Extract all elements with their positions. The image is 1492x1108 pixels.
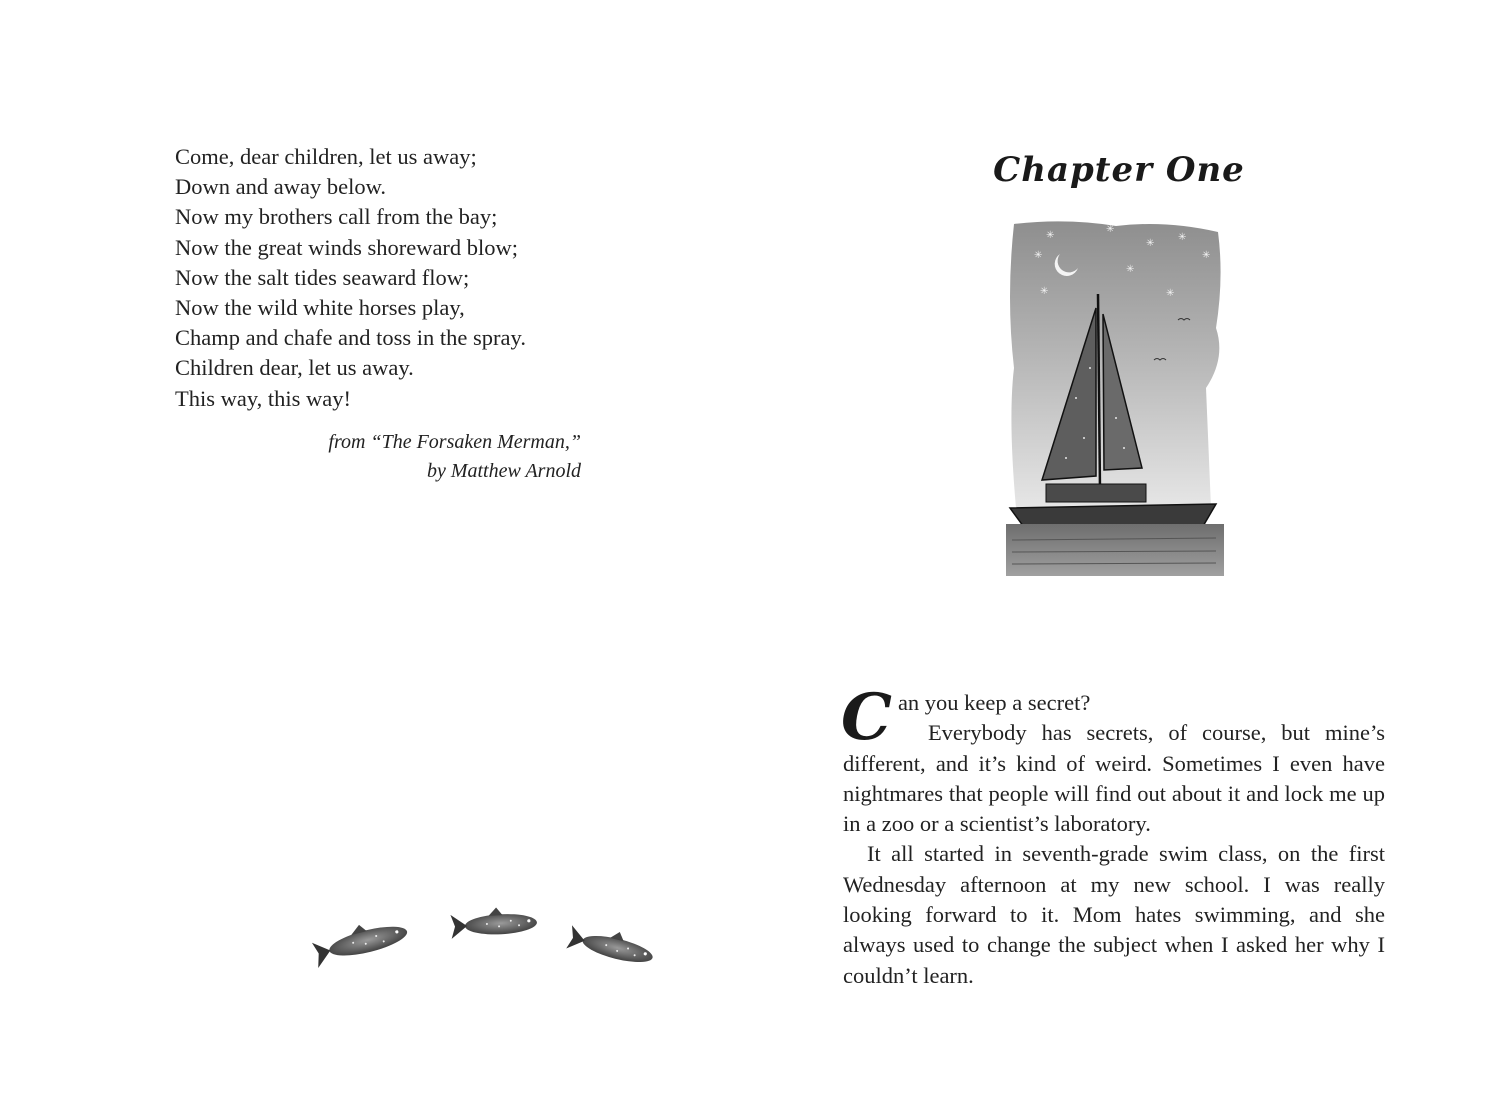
svg-text:✳: ✳ bbox=[1126, 264, 1135, 275]
fish-icon bbox=[310, 914, 410, 968]
attribution-source: from “The Forsaken Merman,” bbox=[328, 431, 581, 453]
poem-line: Children dear, let us away. bbox=[175, 355, 414, 381]
chapter-title: Chapter One bbox=[993, 150, 1245, 190]
poem-line: Now the salt tides seaward flow; bbox=[175, 264, 470, 290]
poem-line: Come, dear children, let us away; bbox=[175, 144, 477, 169]
svg-text:✳: ✳ bbox=[1040, 286, 1049, 297]
paragraph: It all started in seventh-grade swim class, on the first Wednesday afternoon at my new school. I was really looking forward to it. Mom hates swimming, and she always used to change the subject when I asked her why I couldn’t learn. bbox=[843, 841, 1385, 988]
svg-text:✳: ✳ bbox=[1178, 232, 1187, 243]
paragraph bbox=[841, 680, 1385, 839]
svg-text:✳: ✳ bbox=[1202, 250, 1211, 261]
opening-line: an you keep a secret? bbox=[897, 690, 1091, 715]
poem-line: Champ and chafe and toss in the spray. bbox=[175, 325, 526, 351]
poem-line: This way, this way! bbox=[175, 385, 352, 411]
svg-text:✳: ✳ bbox=[1146, 238, 1155, 249]
svg-text:✳: ✳ bbox=[1106, 224, 1115, 235]
svg-text:✳: ✳ bbox=[1166, 288, 1175, 299]
poem-attribution bbox=[328, 428, 581, 486]
fish-illustration bbox=[300, 895, 680, 995]
epigraph-poem bbox=[175, 142, 526, 414]
poem-line: Now the great winds shoreward blow; bbox=[175, 234, 519, 260]
attribution-author: by Matthew Arnold bbox=[426, 460, 581, 482]
svg-text:✳: ✳ bbox=[1034, 250, 1043, 261]
right-page bbox=[746, 0, 1492, 1108]
fish-icon bbox=[450, 905, 537, 938]
poem-line: Now my brothers call from the bay; bbox=[175, 204, 498, 230]
poem-line: Now the wild white horses play, bbox=[175, 295, 465, 321]
poem-line: Down and away below. bbox=[175, 174, 386, 200]
drop-cap: C bbox=[841, 680, 892, 755]
svg-text:✳: ✳ bbox=[1046, 230, 1055, 241]
paragraph-text: Everybody has secrets, of course, but mine’s different, and it’s kind of weird. Sometimes I even have nightmares that people will find out about it and lock me up in a zoo or a scientist’s laboratory. bbox=[843, 720, 1385, 837]
sailboat-illustration bbox=[1006, 218, 1226, 578]
chapter-body bbox=[841, 680, 1385, 991]
fish-icon bbox=[566, 920, 656, 969]
